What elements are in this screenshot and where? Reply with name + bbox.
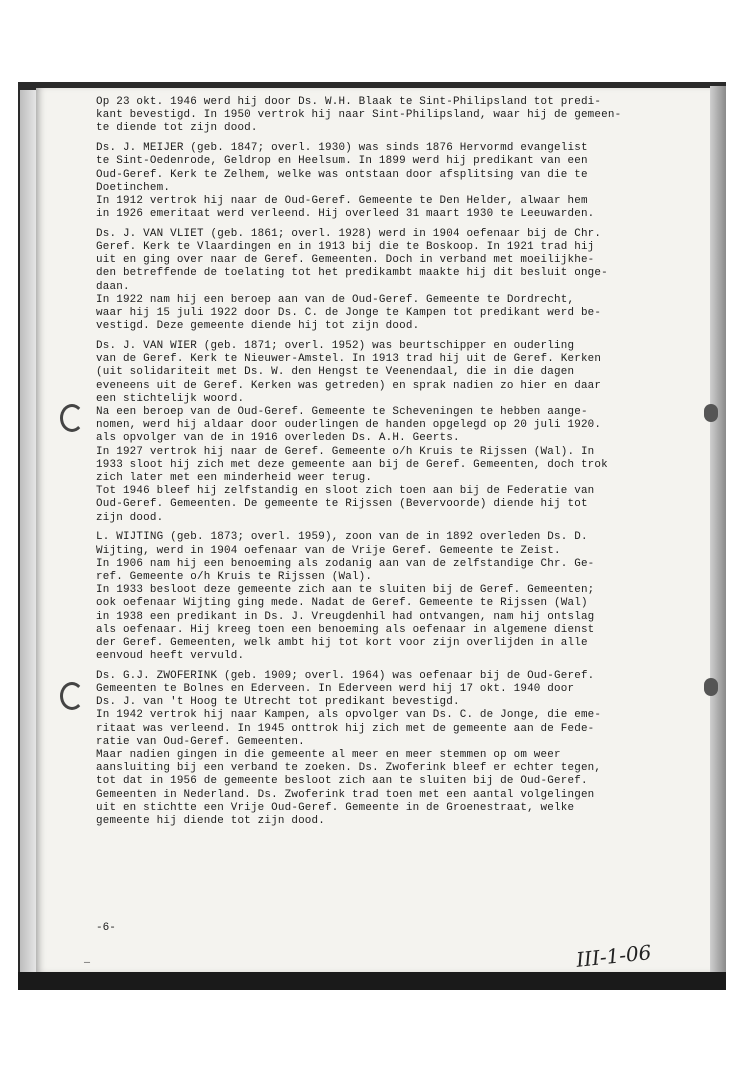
binder-ring-icon — [704, 404, 718, 422]
paragraph — [96, 96, 696, 136]
text-line: uit en stichtte een Vrije Oud-Geref. Gemeente in de Groenestraat, welke — [96, 801, 575, 814]
text-line: Ds. G.J. ZWOFERINK (geb. 1909; overl. 1964) was oefenaar bij de Oud-Geref. — [96, 669, 595, 682]
text-line: ritaat was verleend. In 1945 onttrok hij zich met de gemeente aan de Fede- — [96, 722, 595, 735]
binder-edge-left — [20, 90, 36, 974]
punch-hole-icon — [60, 682, 84, 710]
text-line: Oud-Geref. Kerk te Zelhem, welke was ontstaan door afsplitsing van die te — [96, 168, 588, 181]
text-line: 1933 sloot hij zich met deze gemeente aan bij de Geref. Gemeenten, doch trok — [96, 458, 608, 471]
paragraph — [96, 340, 696, 525]
text-line: te Sint-Oedenrode, Geldrop en Heelsum. In 1899 werd hij predikant van een — [96, 155, 588, 168]
text-line: aansluiting bij een verband te zoeken. Ds. Zwoferink bleef er echter tegen, — [96, 762, 602, 775]
text-line: te diende tot zijn dood. — [96, 122, 258, 135]
text-line: der Geref. Gemeenten, welk ambt hij tot kort voor zijn overlijden in alle — [96, 636, 588, 649]
paragraph — [96, 142, 696, 221]
text-line: ref. Gemeente o/h Kruis te Rijssen (Wal). — [96, 570, 373, 583]
text-line: gemeente hij diende tot zijn dood. — [96, 815, 326, 828]
text-line: den betreffende de toelating tot het predikambt maakte hij dit besluit onge- — [96, 267, 608, 280]
text-line: eenvoud heeft vervuld. — [96, 650, 245, 663]
document-body — [96, 96, 696, 835]
paragraph — [96, 228, 696, 334]
text-line: Ds. J. VAN WIER (geb. 1871; overl. 1952) was beurtschipper en ouderling — [96, 339, 575, 352]
text-line: ook oefenaar Wijting ging mede. Nadat de Geref. Gemeente te Rijssen (Wal) — [96, 597, 588, 610]
text-line: Tot 1946 bleef hij zelfstandig en sloot zich toen aan bij de Federatie van — [96, 485, 595, 498]
text-line: Maar nadien gingen in die gemeente al meer en meer stemmen op om weer — [96, 749, 561, 762]
text-line: eveneens uit de Geref. Kerken was getreden) en sprak nadien zo hier en daar — [96, 379, 602, 392]
text-line: vestigd. Deze gemeente diende hij tot zijn dood. — [96, 320, 420, 333]
text-line: L. WIJTING (geb. 1873; overl. 1959), zoon van de in 1892 overleden Ds. D. — [96, 531, 588, 544]
binder-ring-icon — [704, 678, 718, 696]
text-line: in 1938 een predikant in Ds. J. Vreugdenhil had ontvangen, nam hij ontslag — [96, 610, 595, 623]
text-line: Gemeenten te Bolnes en Ederveen. In Ederveen werd hij 17 okt. 1940 door — [96, 683, 575, 696]
text-line: Ds. J. MEIJER (geb. 1847; overl. 1930) was sinds 1876 Hervormd evangelist — [96, 142, 588, 155]
text-line: nomen, werd hij aldaar door ouderlingen de handen opgelegd op 20 juli 1920. — [96, 419, 602, 432]
text-line: Op 23 okt. 1946 werd hij door Ds. W.H. Blaak te Sint-Philipsland tot predi- — [96, 96, 602, 108]
binder-edge-right — [710, 86, 726, 976]
text-line: In 1912 vertrok hij naar de Oud-Geref. Gemeente te Den Helder, alwaar hem — [96, 194, 588, 207]
text-line: zijn dood. — [96, 511, 164, 524]
text-line: zich later met een minderheid weer terug. — [96, 471, 373, 484]
text-line: in 1926 emeritaat werd verleend. Hij overleed 31 maart 1930 te Leeuwarden. — [96, 208, 595, 221]
paragraph — [96, 531, 696, 663]
text-line: kant bevestigd. In 1950 vertrok hij naar Sint-Philipsland, waar hij de gemeen- — [96, 109, 622, 122]
text-line: waar hij 15 juli 1922 door Ds. C. de Jonge te Kampen tot predikant werd be- — [96, 307, 602, 320]
text-line: Geref. Kerk te Vlaardingen en in 1913 bij die te Boskoop. In 1921 trad hij — [96, 241, 595, 254]
text-line: In 1933 besloot deze gemeente zich aan te sluiten bij de Geref. Gemeenten; — [96, 584, 595, 597]
text-line: Gemeenten in Nederland. Ds. Zwoferink trad toen met een aantal volgelingen — [96, 788, 595, 801]
text-line: een stichtelijk woord. — [96, 392, 245, 405]
text-line: tot dat in 1956 de gemeente besloot zich aan te sluiten bij de Oud-Geref. — [96, 775, 588, 788]
text-line: (uit solidariteit met Ds. W. den Hengst te Veenendaal, die in die dagen — [96, 366, 575, 379]
page-number: -6- — [96, 922, 116, 934]
text-line: uit en ging over naar de Geref. Gemeenten. Doch in verband met moeilijkhe- — [96, 254, 595, 267]
text-line: Oud-Geref. Gemeenten. De gemeente te Rijssen (Bevervoorde) diende hij tot — [96, 498, 588, 511]
text-line: ratie van Oud-Geref. Gemeenten. — [96, 735, 305, 748]
handwritten-note: III-1-06 — [574, 940, 653, 972]
scan-bottom-edge — [18, 972, 726, 990]
text-line: In 1906 nam hij een benoeming als zodanig aan van de zelfstandige Chr. Ge- — [96, 557, 595, 570]
text-line: Wijting, werd in 1904 oefenaar van de Vrije Geref. Gemeente te Zeist. — [96, 544, 561, 557]
text-line: In 1942 vertrok hij naar Kampen, als opvolger van Ds. C. de Jonge, die eme- — [96, 709, 602, 722]
text-line: daan. — [96, 280, 130, 293]
text-line: Ds. J. van 't Hoog te Utrecht tot predikant bevestigd. — [96, 696, 460, 709]
text-line: In 1927 vertrok hij naar de Geref. Gemeente o/h Kruis te Rijssen (Wal). In — [96, 445, 595, 458]
text-line: Doetinchem. — [96, 181, 171, 194]
text-line: als opvolger van de in 1916 overleden Ds. A.H. Geerts. — [96, 432, 460, 445]
punch-hole-icon — [60, 404, 84, 432]
text-line: van de Geref. Kerk te Nieuwer-Amstel. In 1913 trad hij uit de Geref. Kerken — [96, 353, 602, 366]
text-line: als oefenaar. Hij kreeg toen een benoeming als oefenaar in algemene dienst — [96, 623, 595, 636]
paragraph — [96, 670, 696, 828]
text-line: In 1922 nam hij een beroep aan van de Oud-Geref. Gemeente te Dordrecht, — [96, 293, 575, 306]
text-line: Na een beroep van de Oud-Geref. Gemeente te Scheveningen te hebben aange- — [96, 405, 588, 418]
text-line: Ds. J. VAN VLIET (geb. 1861; overl. 1928) werd in 1904 oefenaar bij de Chr. — [96, 227, 602, 240]
margin-mark: — — [84, 958, 91, 969]
